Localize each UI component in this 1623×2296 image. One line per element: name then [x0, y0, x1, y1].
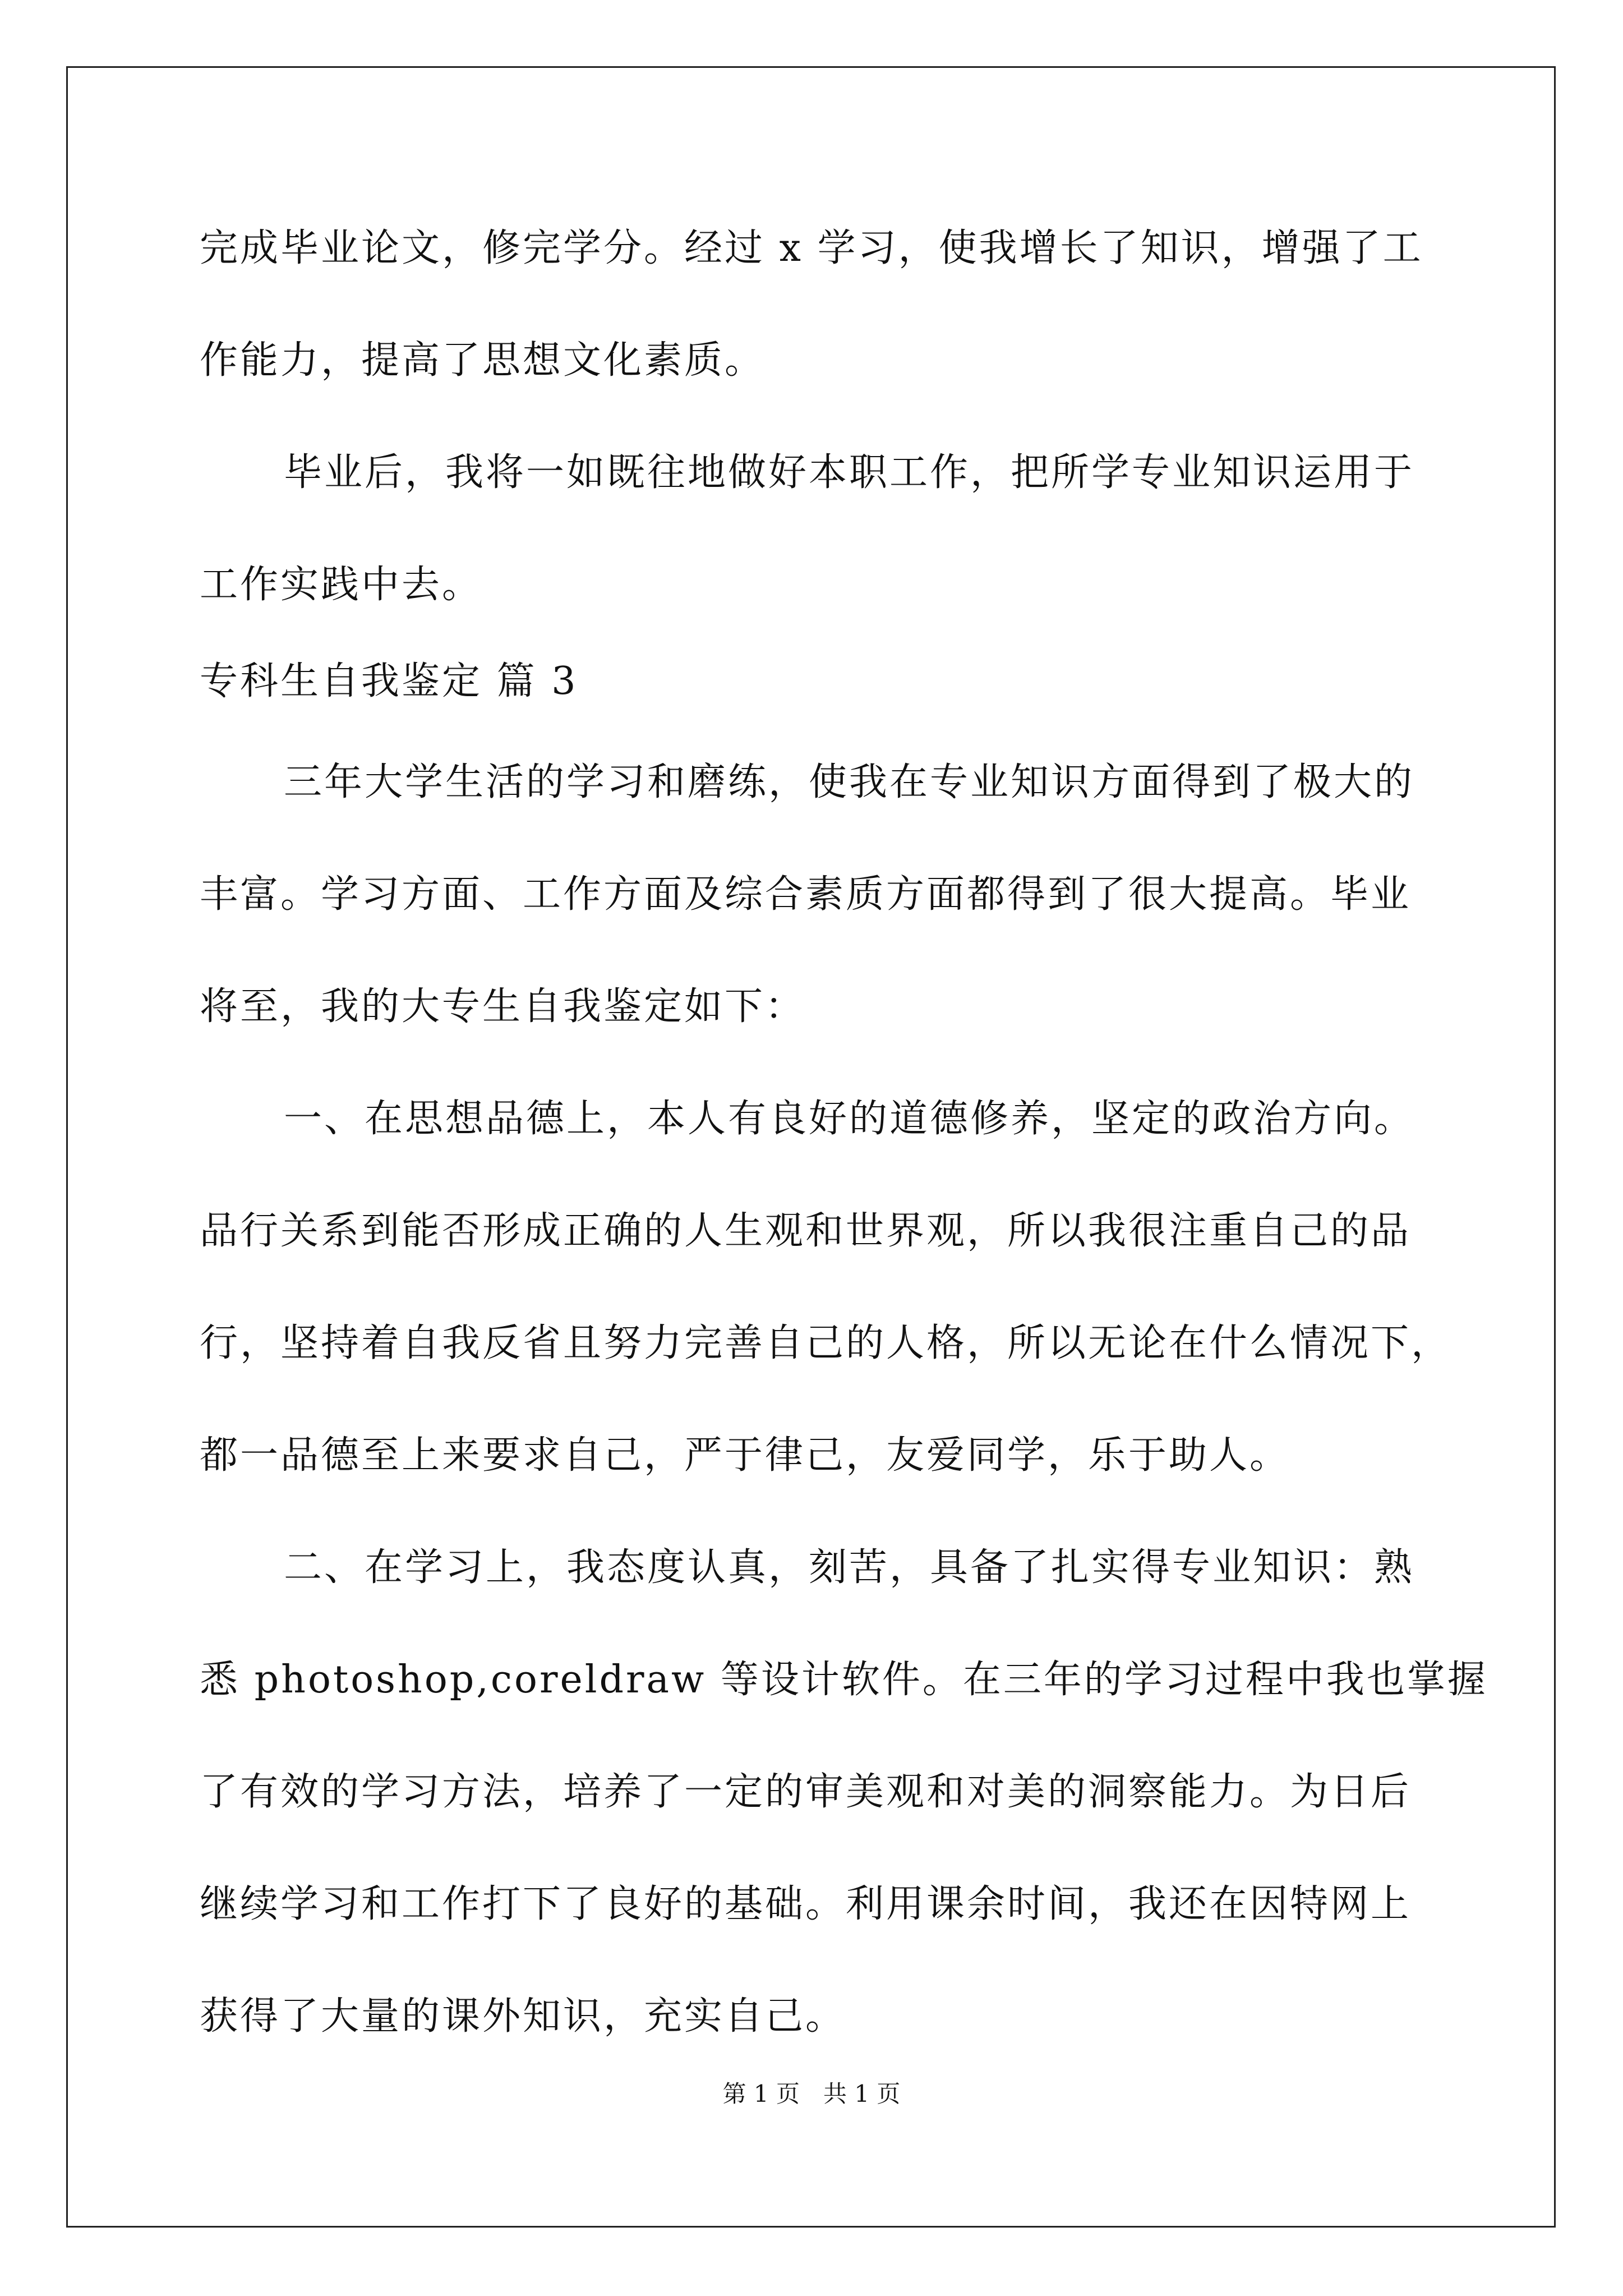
body-line: 都一品德至上来要求自己，严于律己，友爱同学，乐于助人。 — [200, 1433, 1290, 1478]
body-line: 毕业后，我将一如既往地做好本职工作，把所学专业知识运用于 — [284, 450, 1415, 495]
body-line: 丰富。学习方面、工作方面及综合素质方面都得到了很大提高。毕业 — [200, 872, 1412, 917]
body-line: 二、在学习上，我态度认真，刻苦，具备了扎实得专业知识：熟 — [284, 1545, 1415, 1590]
section-heading: 专科生自我鉴定 篇 3 — [200, 659, 578, 703]
body-line: 了有效的学习方法，培养了一定的审美观和对美的洞察能力。为日后 — [200, 1770, 1412, 1814]
body-line: 行，坚持着自我反省且努力完善自己的人格，所以无论在什么情况下， — [200, 1321, 1452, 1365]
page-footer: 第 1 页 共 1 页 — [722, 2080, 901, 2108]
body-line: 继续学习和工作打下了良好的基础。利用课余时间，我还在因特网上 — [200, 1882, 1412, 1926]
body-line: 工作实践中去。 — [200, 563, 483, 607]
body-line: 作能力，提高了思想文化素质。 — [200, 338, 766, 383]
body-line: 获得了大量的课外知识，充实自己。 — [200, 1994, 846, 2039]
body-line: 一、在思想品德上，本人有良好的道德修养，坚定的政治方向。 — [284, 1097, 1415, 1141]
body-line: 完成毕业论文，修完学分。经过 x 学习，使我增长了知识，增强了工 — [200, 226, 1423, 270]
body-line: 三年大学生活的学习和磨练，使我在专业知识方面得到了极大的 — [284, 760, 1415, 804]
body-line: 将至，我的大专生自我鉴定如下： — [200, 984, 806, 1029]
body-line: 品行关系到能否形成正确的人生观和世界观，所以我很注重自己的品 — [200, 1209, 1412, 1253]
body-line: 悉 photoshop,coreldraw 等设计软件。在三年的学习过程中我也掌握 — [200, 1658, 1488, 1702]
